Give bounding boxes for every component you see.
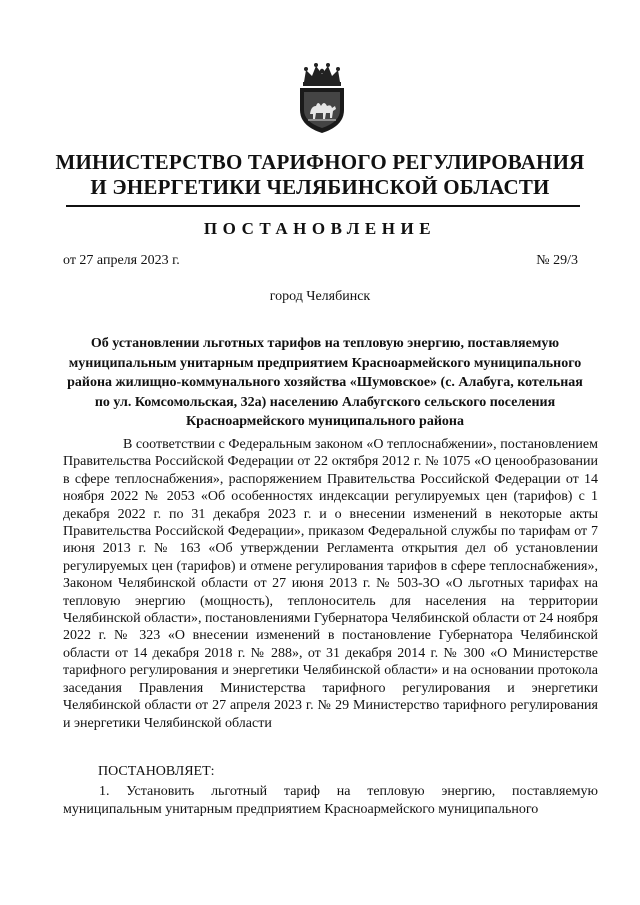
ministry-name-line-2: И ЭНЕРГЕТИКИ ЧЕЛЯБИНСКОЙ ОБЛАСТИ [90,175,550,199]
header-divider [66,205,580,207]
preamble-paragraph: В соответствии с Федеральным законом «О теплоснабжении», постановлением Правительства Российской Федерации от 22 октября 2012 г. № 1075 «О ценообразовании в сфере теплоснабжения», распоряжением Правительства Российской Федерации от 14 ноября 2022 № 2053 «Об особенностях индексации регулируемых цен (тарифов) с 1 декабря 2022 г. по 31 декабря 2023 г. и о внесении изменений в некоторые акты Правительства Российской Федерации», приказом Федеральной службы по тарифам от 7 июня 2013 г. № 163 «Об утверждении Регламента открытия дел об установлении регулируемых цен (тарифов) и отмене регулирования тарифов в сфере теплоснабжения», Законом Челябинской области от 27 июня 2013 г. № 503-ЗО «О льготных тарифах на тепловую энергию (мощность), теплоноситель для населения на территории Челябинской области», постановлениями Губернатора Челябинской области от 24 ноября 2022 г. № 323 «О внесении изменений в постановление Губернатора Челябинской области от 14 декабря 2018 г. № 288», от 31 декабря 2014 г. № 300 «О Министерстве тарифного регулирования и энергетики Челябинской области» и на основании протокола заседания Правления Министерства тарифного регулирования и энергетики Челябинской области от 27 апреля 2023 г. № 29 Министерство тарифного регулирования и энергетики Челябинской области [63,437,599,731]
coat-of-arms-icon [296,62,348,134]
item-1-paragraph: 1. Установить льготный тариф на тепловую энергию, поставляемую муниципальным унитарным предприятием Красноармейского муниципального [63,784,598,817]
document-city: город Челябинск [269,289,371,304]
document-number: № 29/3 [536,253,578,268]
document-type-heading: ПОСТАНОВЛЕНИЕ [203,219,437,238]
document-title: Об установлении льготных тарифов на тепловую энергию, поставляемую муниципальным унитарным предприятием Красноармейского муниципального района жилищно-коммунального хозяйства «Шумовское» (с. Алабуга, котельная по ул. Комсомольская, 32а) населению Алабугского сельского поселения Красноармейского муниципального района [67,336,583,429]
document-date: от 27 апреля 2023 г. [63,253,180,268]
decree-word: ПОСТАНОВЛЯЕТ: [98,764,215,779]
ministry-name [40,150,600,200]
ministry-name-line-1: МИНИСТЕРСТВО ТАРИФНОГО РЕГУЛИРОВАНИЯ [55,150,585,174]
